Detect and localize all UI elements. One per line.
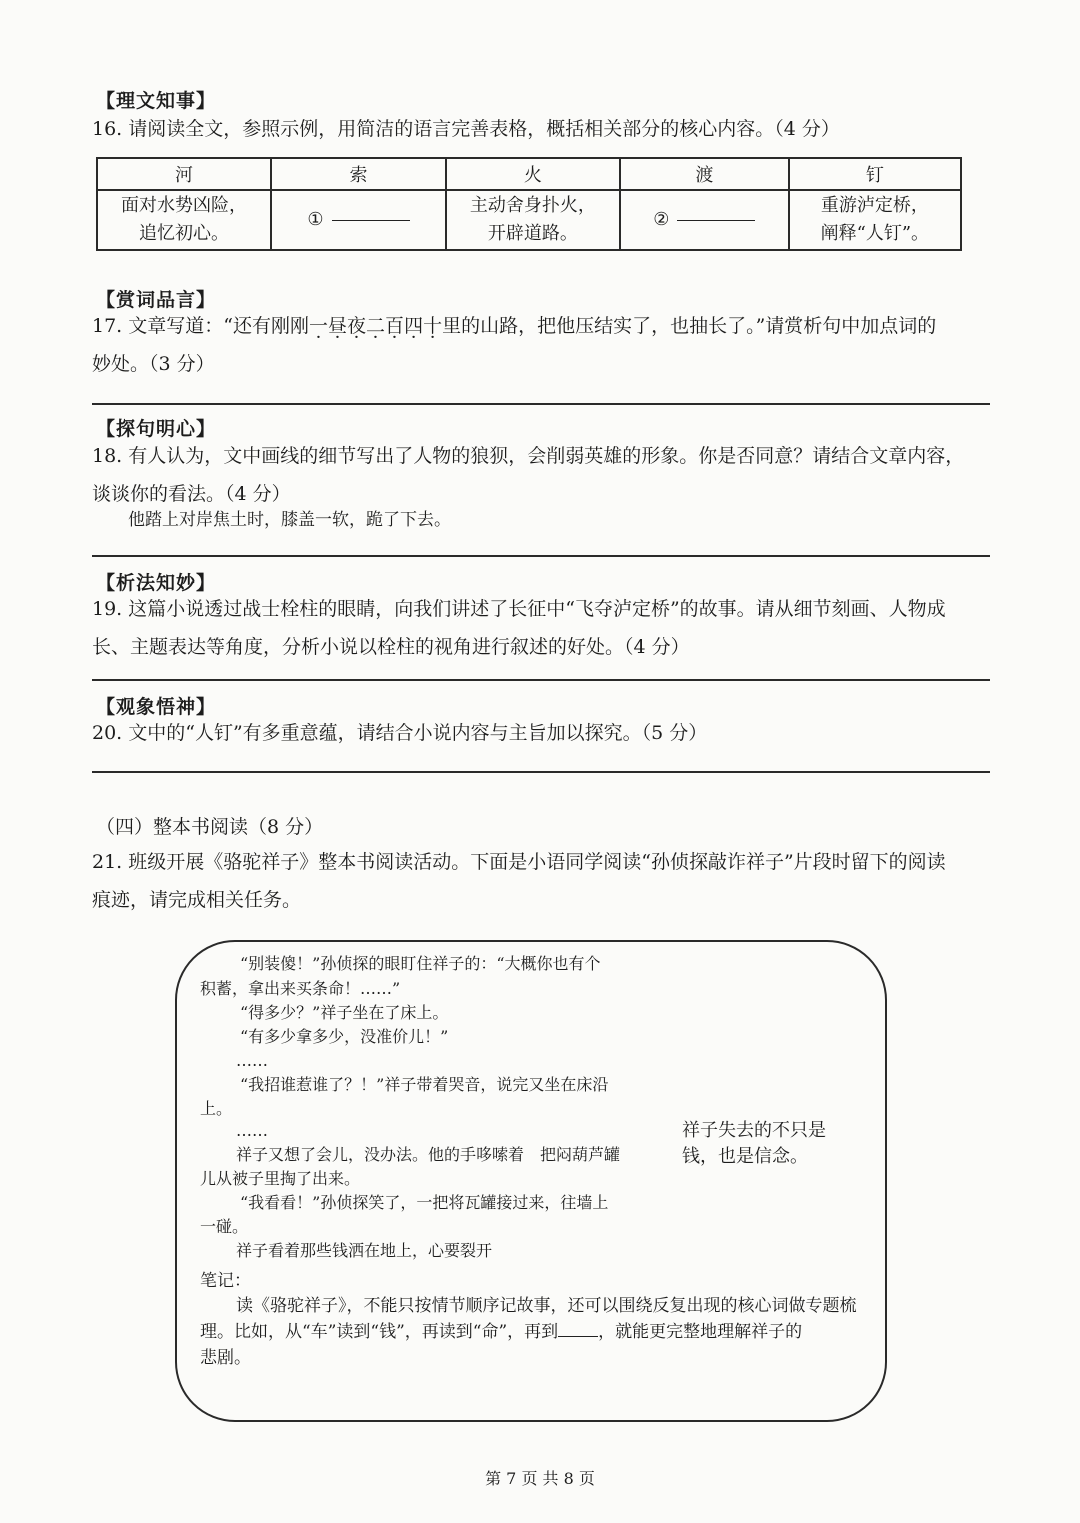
section-title-5: 【观象悟神】 bbox=[96, 696, 217, 718]
blank-line bbox=[332, 220, 410, 221]
notes-label: 笔记： bbox=[200, 1271, 251, 1291]
table-header: 河 bbox=[97, 158, 271, 190]
section-title-6: （四）整本书阅读（8 分） bbox=[96, 816, 324, 838]
table-body-row bbox=[97, 190, 961, 250]
notes-line3: 悲剧。 bbox=[200, 1348, 251, 1368]
annotation-line: 钱，也是信念。 bbox=[682, 1146, 808, 1167]
dotted-char: 百 bbox=[385, 315, 405, 337]
question-16: 16. 请阅读全文，参照示例，用简洁的语言完善表格，概括相关部分的核心内容。（4 分） bbox=[92, 118, 840, 140]
table-cell bbox=[97, 190, 271, 250]
cell-line: 开辟道路。 bbox=[487, 223, 578, 244]
cell-line: 重游泸定桥， bbox=[820, 195, 929, 216]
margin-annotation bbox=[682, 1118, 826, 1170]
section-title-4: 【析法知妙】 bbox=[96, 572, 217, 594]
excerpt-line: “我看看！”孙侦探笑了，一把将瓦罐接过来，往墙上 bbox=[240, 1193, 609, 1212]
excerpt-line: 一碰。 bbox=[200, 1217, 249, 1236]
dotted-char: 一 bbox=[308, 315, 328, 337]
dotted-char: 十 bbox=[423, 315, 443, 337]
q21-text-line1: 21. 班级开展《骆驼祥子》整本书阅读活动。下面是小语同学阅读“孙侦探敲诈祥子”片段时留下的阅读 bbox=[92, 851, 946, 873]
question-21 bbox=[92, 843, 992, 919]
q19-text-line1: 19. 这篇小说透过战士栓柱的眼睛，向我们讲述了长征中“飞夺泸定桥”的故事。请从细节刻画、人物成 bbox=[92, 598, 946, 620]
table-header: 钉 bbox=[789, 158, 961, 190]
excerpt-line: 儿从被子里掏了出来。 bbox=[200, 1169, 361, 1188]
table-header: 渡 bbox=[620, 158, 789, 190]
question-20: 20. 文中的“人钉”有多重意蕴，请结合小说内容与主旨加以探究。（5 分） bbox=[92, 722, 708, 744]
blank-line bbox=[677, 220, 755, 221]
q17-text-pre: 17. 文章写道：“还有刚刚 bbox=[92, 315, 309, 337]
excerpt-line: “我招谁惹谁了？！”祥子带着哭音，说完又坐在床沿 bbox=[240, 1075, 609, 1094]
answer-line-19[interactable] bbox=[92, 679, 990, 681]
cell-line: 追忆初心。 bbox=[139, 223, 230, 244]
question-19 bbox=[92, 590, 992, 666]
notes-answer-blank[interactable] bbox=[558, 1336, 598, 1337]
dotted-char: 四 bbox=[404, 315, 424, 337]
excerpt-line: “有多少拿多少，没准价儿！” bbox=[240, 1027, 449, 1046]
cell-line: 主动舍身扑火， bbox=[469, 195, 596, 216]
dotted-char: 昼 bbox=[328, 315, 348, 337]
section-title-2: 【赏词品言】 bbox=[96, 289, 217, 311]
excerpt-line: 积蓄，拿出来买条命！……” bbox=[200, 979, 401, 998]
excerpt-line: 上。 bbox=[200, 1099, 233, 1118]
notes-line1: 读《骆驼祥子》，不能只按情节顺序记故事，还可以围绕反复出现的核心词做专题梳 bbox=[236, 1296, 857, 1316]
page-number: 第 7 页 共 8 页 bbox=[485, 1469, 595, 1488]
blank-marker: ② bbox=[653, 209, 670, 230]
excerpt-line: 祥子看着那些钱洒在地上，心要裂开 bbox=[236, 1241, 493, 1260]
excerpt-line: …… bbox=[236, 1121, 268, 1140]
notes-line2-post: ，就能更完整地理解祥子的 bbox=[598, 1322, 803, 1342]
answer-line-18[interactable] bbox=[92, 555, 990, 557]
annotation-line: 祥子失去的不只是 bbox=[682, 1120, 826, 1141]
notes-line2-pre: 理。比如，从“车”读到“钱”，再读到“命”，再到 bbox=[200, 1322, 559, 1342]
dotted-char: 夜 bbox=[347, 315, 367, 337]
table-header: 火 bbox=[446, 158, 620, 190]
q18-text-line2: 谈谈你的看法。（4 分） bbox=[92, 483, 291, 505]
blank-marker: ① bbox=[307, 209, 324, 230]
summary-table bbox=[96, 157, 962, 251]
dotted-char: 二 bbox=[366, 315, 386, 337]
cell-line: 面对水势凶险， bbox=[121, 195, 248, 216]
section-title-1: 【理文知事】 bbox=[96, 90, 217, 112]
excerpt-line: …… bbox=[236, 1051, 268, 1070]
table-cell bbox=[446, 190, 620, 250]
q21-text-line2: 痕迹，请完成相关任务。 bbox=[92, 889, 302, 911]
q17-text-post: 里的山路，把他压结实了，也抽长了。”请赏析句中加点词的 bbox=[442, 315, 937, 337]
q19-text-line2: 长、主题表达等角度，分析小说以栓柱的视角进行叙述的好处。（4 分） bbox=[92, 636, 690, 658]
cell-line: 阐释“人钉”。 bbox=[820, 223, 930, 244]
excerpt-line: “得多少？”祥子坐在了床上。 bbox=[240, 1003, 449, 1022]
answer-line-17[interactable] bbox=[92, 403, 990, 405]
excerpt-line: 祥子又想了会儿，没办法。他的手哆嗦着 把闷葫芦罐 bbox=[236, 1145, 621, 1164]
answer-line-20[interactable] bbox=[92, 771, 990, 773]
question-17 bbox=[92, 307, 992, 383]
table-cell bbox=[789, 190, 961, 250]
table-header: 索 bbox=[271, 158, 446, 190]
answer-blank-1[interactable] bbox=[271, 190, 446, 250]
q17-text-line2: 妙处。（3 分） bbox=[92, 353, 215, 375]
section-title-3: 【探句明心】 bbox=[96, 418, 217, 440]
answer-blank-2[interactable] bbox=[620, 190, 789, 250]
excerpt-line: “别装傻！”孙侦探的眼盯住祥子的：“大概你也有个 bbox=[240, 954, 601, 973]
table-header-row bbox=[97, 158, 961, 190]
q18-text-line1: 18. 有人认为，文中画线的细节写出了人物的狼狈，会削弱英雄的形象。你是否同意？请结合文章内容， bbox=[92, 445, 965, 467]
underlined-detail-quote: 他踏上对岸焦土时，膝盖一软，跪了下去。 bbox=[128, 510, 451, 530]
question-18 bbox=[92, 437, 992, 513]
notes-body bbox=[200, 1293, 870, 1371]
